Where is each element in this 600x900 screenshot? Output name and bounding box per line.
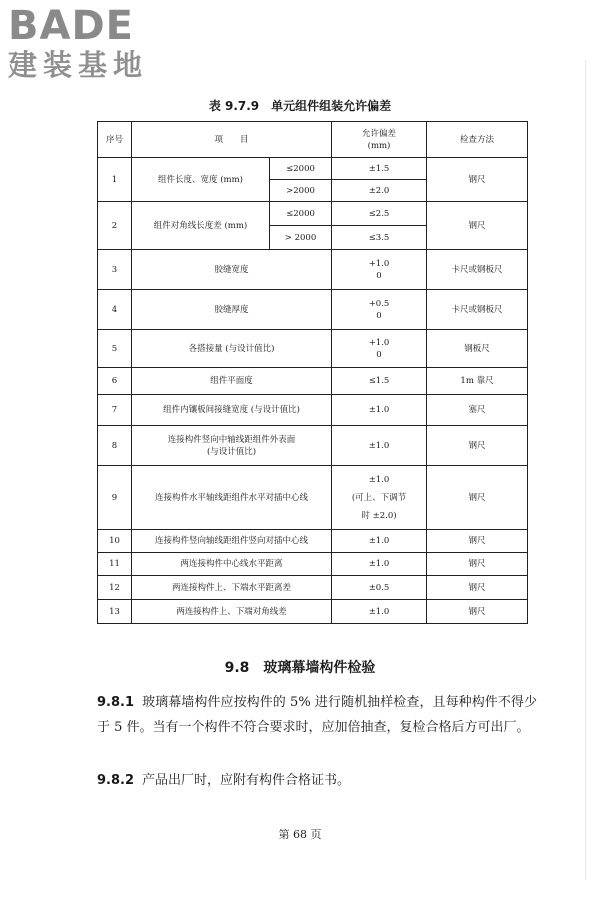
table-title: 表 9.7.9 单元组件组装允许偏差 (208, 99, 392, 113)
table-row: 1 组件长度、宽度 (mm) ≤2000 ±1.5 钢尺 (98, 158, 528, 180)
page-number: 第 68 页 (278, 828, 322, 841)
header-no: 序号 (98, 122, 132, 158)
table-row: 9 连接构件水平轴线距组件水平对插中心线 ±1.0 (可上、下调节 时 ±2.0) 钢尺 (98, 466, 528, 530)
table-header-row (98, 122, 528, 158)
clause-text: 产品出厂时，应附有构件合格证书。 (142, 773, 351, 788)
table-row: 10 连接构件竖向轴线距组件竖向对插中心线 ±1.0 钢尺 (98, 530, 528, 553)
table-row: 13 两连接构件上、下端对角线差 ±1.0 钢尺 (98, 600, 528, 624)
clause-number: 9.8.2 (97, 773, 135, 788)
table-row: 2 组件对角线长度差 (mm) ≤2000 ≤2.5 钢尺 (98, 202, 528, 226)
tolerance-table (97, 121, 528, 624)
table-row: 3 胶缝宽度 +1.0 0 卡尺或钢板尺 (98, 250, 528, 290)
table-row: 12 两连接构件上、下端水平距离差 ±0.5 钢尺 (98, 576, 528, 600)
header-tolerance: 允许偏差 (mm) (332, 122, 427, 158)
table-row: >2000 ±2.0 (98, 180, 528, 202)
table-row: 5 各搭接量 (与设计值比) +1.0 0 钢板尺 (98, 330, 528, 368)
page-edge-line (585, 60, 586, 880)
table-row: > 2000 ≤3.5 (98, 226, 528, 250)
clause-number: 9.8.1 (97, 695, 135, 710)
header-item: 项 目 (132, 122, 332, 158)
paragraph-9-8-1 (97, 690, 537, 740)
table-row: 4 胶缝厚度 +0.5 0 卡尺或钢板尺 (98, 290, 528, 330)
paragraph-9-8-2 (97, 768, 537, 793)
table-row: 7 组件内镶板间接缝宽度 (与设计值比) ±1.0 塞尺 (98, 395, 528, 426)
table-row: 8 连接构件竖向中轴线距组件外表面 (与设计值比) ±1.0 钢尺 (98, 426, 528, 466)
header-method: 检查方法 (427, 122, 528, 158)
watermark-logo (8, 4, 148, 82)
table-row: 6 组件平面度 ≤1.5 1m 靠尺 (98, 368, 528, 395)
logo-sub-text: 建装基地 (8, 48, 149, 82)
section-heading: 9.8 玻璃幕墙构件检验 (224, 660, 376, 676)
table-row: 11 两连接构件中心线水平距离 ±1.0 钢尺 (98, 553, 528, 576)
logo-main-text: BADE (8, 3, 134, 49)
clause-text: 玻璃幕墙构件应按构件的 5% 进行随机抽样检查，且每种构件不得少于 5 件。当有一个构件不符合要求时，应加倍抽查，复检合格后方可出厂。 (97, 695, 537, 735)
